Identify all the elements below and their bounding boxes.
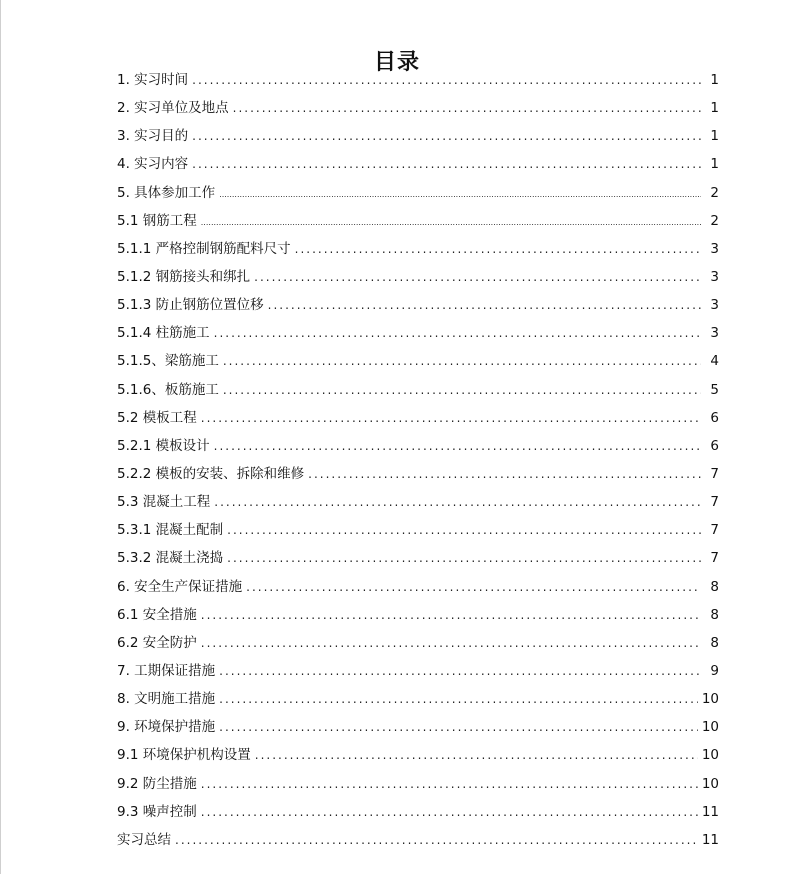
toc-entry[interactable]	[117, 235, 719, 263]
toc-dot-leader	[214, 488, 701, 516]
toc-entry-label: 5.2.2 模板的安装、拆除和维修	[117, 465, 305, 482]
toc-entry[interactable]	[117, 66, 719, 94]
page-edge-divider	[0, 0, 1, 874]
toc-dot-leader	[219, 657, 701, 685]
toc-entry[interactable]	[117, 826, 719, 854]
toc-dot-leader	[175, 826, 698, 854]
toc-entry-label: 2. 实习单位及地点	[117, 100, 229, 117]
toc-entry-page-number: 10	[701, 775, 719, 792]
toc-dot-leader	[254, 263, 701, 291]
toc-entry-label: 5.1.5、梁筋施工	[117, 353, 219, 370]
toc-entry[interactable]	[117, 347, 719, 375]
toc-entry-label: 6. 安全生产保证措施	[117, 578, 243, 595]
toc-entry-label: 5.3.2 混凝土浇捣	[117, 550, 224, 567]
toc-entry-label: 4. 实习内容	[117, 156, 189, 173]
toc-entry-label: 5.3.1 混凝土配制	[117, 522, 224, 539]
toc-dot-leader	[268, 291, 701, 319]
toc-entry-label: 8. 文明施工措施	[117, 691, 216, 708]
toc-entry[interactable]	[117, 150, 719, 178]
page-title: 目录	[373, 49, 420, 75]
toc-dot-leader	[214, 432, 701, 460]
toc-entry-page-number: 9	[710, 662, 719, 679]
toc-entry-label: 5. 具体参加工作	[117, 184, 216, 201]
toc-entry[interactable]	[117, 516, 719, 544]
toc-entry-page-number: 10	[701, 747, 719, 764]
toc-entry[interactable]	[117, 685, 719, 713]
toc-dot-leader	[201, 209, 701, 237]
toc-dot-leader	[201, 601, 701, 629]
toc-dot-leader	[223, 347, 701, 375]
toc-dot-leader	[219, 713, 698, 741]
toc-entry-label: 6.2 安全防护	[117, 634, 197, 651]
toc-entry-label: 5.1.2 钢筋接头和绑扎	[117, 268, 251, 285]
toc-dot-leader	[246, 573, 701, 601]
toc-entry-page-number: 3	[710, 240, 719, 257]
toc-entry[interactable]	[117, 179, 719, 207]
toc-entry-page-number: 1	[710, 128, 719, 145]
toc-entry-page-number: 4	[710, 353, 719, 370]
toc-entry-page-number: 5	[710, 381, 719, 398]
toc-entry-page-number: 8	[710, 606, 719, 623]
toc-entry[interactable]	[117, 291, 719, 319]
toc-entry-page-number: 3	[710, 325, 719, 342]
toc-dot-leader	[308, 460, 701, 488]
toc-entry[interactable]	[117, 404, 719, 432]
toc-entry-label: 5.2.1 模板设计	[117, 437, 210, 454]
toc-entry[interactable]	[117, 601, 719, 629]
toc-entry[interactable]	[117, 629, 719, 657]
toc-dot-leader	[227, 516, 701, 544]
toc-entry-page-number: 1	[710, 100, 719, 117]
toc-entry-page-number: 7	[710, 494, 719, 511]
toc-entry-label: 3. 实习目的	[117, 128, 189, 145]
table-of-contents	[117, 66, 719, 854]
toc-entry[interactable]	[117, 122, 719, 150]
toc-entry-page-number: 7	[710, 550, 719, 567]
toc-entry-page-number: 10	[701, 691, 719, 708]
toc-entry-page-number: 2	[710, 184, 719, 201]
toc-entry-label: 实习总结	[117, 831, 171, 848]
toc-entry[interactable]	[117, 488, 719, 516]
toc-entry[interactable]	[117, 207, 719, 235]
toc-dot-leader	[223, 376, 701, 404]
toc-entry-page-number: 11	[701, 803, 719, 820]
toc-entry[interactable]	[117, 741, 719, 769]
toc-dot-leader	[233, 94, 701, 122]
toc-dot-leader	[192, 66, 701, 94]
toc-entry-page-number: 1	[710, 72, 719, 88]
toc-dot-leader	[201, 798, 698, 826]
toc-entry[interactable]	[117, 263, 719, 291]
toc-entry[interactable]	[117, 460, 719, 488]
toc-dot-leader	[214, 319, 701, 347]
toc-dot-leader	[201, 770, 698, 798]
toc-entry-page-number: 3	[710, 268, 719, 285]
toc-entry[interactable]	[117, 432, 719, 460]
toc-dot-leader	[219, 685, 698, 713]
toc-entry[interactable]	[117, 544, 719, 572]
toc-entry-page-number: 7	[710, 522, 719, 539]
toc-entry[interactable]	[117, 573, 719, 601]
toc-entry-page-number: 7	[710, 465, 719, 482]
toc-entry-label: 6.1 安全措施	[117, 606, 197, 623]
toc-dot-leader	[255, 741, 698, 769]
toc-entry-label: 5.3 混凝土工程	[117, 494, 211, 511]
toc-entry-page-number: 10	[701, 719, 719, 736]
toc-entry-page-number: 6	[710, 409, 719, 426]
toc-entry-page-number: 3	[710, 297, 719, 314]
toc-entry-page-number: 8	[710, 578, 719, 595]
toc-entry-page-number: 8	[710, 634, 719, 651]
toc-entry[interactable]	[117, 713, 719, 741]
toc-entry-label: 9.3 噪声控制	[117, 803, 197, 820]
toc-entry-label: 5.1.6、板筋施工	[117, 381, 219, 398]
toc-entry-page-number: 11	[701, 831, 719, 848]
toc-dot-leader	[201, 629, 701, 657]
toc-entry-label: 9.1 环境保护机构设置	[117, 747, 251, 764]
toc-dot-leader	[295, 235, 701, 263]
toc-dot-leader	[192, 122, 701, 150]
toc-entry-page-number: 1	[710, 156, 719, 173]
toc-entry[interactable]	[117, 657, 719, 685]
toc-entry[interactable]	[117, 94, 719, 122]
toc-entry-label: 5.1.3 防止钢筋位置位移	[117, 297, 264, 314]
toc-dot-leader	[201, 404, 701, 432]
toc-entry-label: 5.1 钢筋工程	[117, 212, 197, 229]
toc-entry[interactable]	[117, 376, 719, 404]
toc-entry-label: 5.1.1 严格控制钢筋配料尺寸	[117, 240, 291, 257]
toc-entry-label: 9. 环境保护措施	[117, 719, 216, 736]
toc-entry-page-number: 2	[710, 212, 719, 229]
toc-dot-leader	[227, 544, 701, 572]
toc-entry[interactable]	[117, 798, 719, 826]
toc-entry-label: 5.2 模板工程	[117, 409, 197, 426]
toc-entry-page-number: 6	[710, 437, 719, 454]
toc-entry-label: 1. 实习时间	[117, 72, 189, 88]
toc-entry-label: 7. 工期保证措施	[117, 662, 216, 679]
toc-entry-label: 9.2 防尘措施	[117, 775, 197, 792]
toc-entry-label: 5.1.4 柱筋施工	[117, 325, 210, 342]
toc-entry[interactable]	[117, 319, 719, 347]
toc-entry[interactable]	[117, 770, 719, 798]
toc-dot-leader	[219, 181, 701, 209]
toc-dot-leader	[192, 150, 701, 178]
